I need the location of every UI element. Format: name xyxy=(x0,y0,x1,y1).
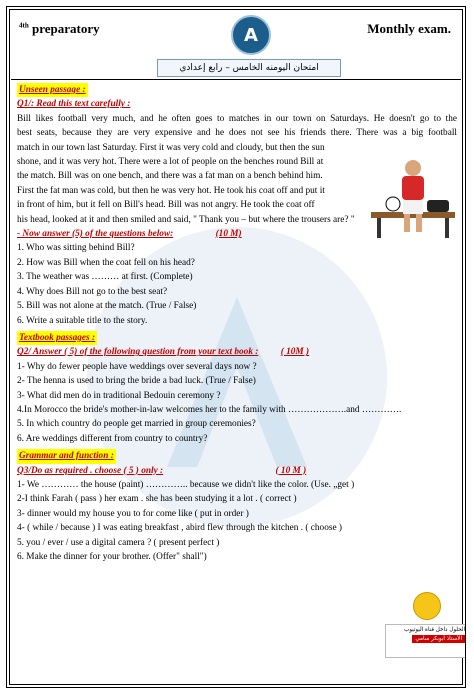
header xyxy=(13,13,459,61)
exam-banner: امتحان اليومنه الخامس – رابع إعدادي xyxy=(157,59,341,77)
passage-line: best seats, because they are very expensive and he does not see his friends there. There was a big football xyxy=(17,128,457,139)
header-divider xyxy=(11,79,461,80)
question-item: 4- ( while / because ) I was eating breakfast , abird flew through the kitchen . ( choose ) xyxy=(17,523,343,534)
thinking-emoji-icon xyxy=(413,592,441,620)
question-item: 3- What did men do in traditional Bedouin ceremony ? xyxy=(17,390,221,401)
question-item: 2- The henna is used to bring the bride a bad luck. (True / False) xyxy=(17,376,256,387)
exam-content xyxy=(17,83,457,564)
textbook-section-title: Textbook passages : xyxy=(17,331,97,345)
grammar-section-title: Grammar and function : xyxy=(17,449,116,463)
passage-line: Bill likes football very much, and he often goes to matches in our town on Saturdays. He doesn't go to the xyxy=(17,113,457,124)
question-item: 1. Who was sitting behind Bill? xyxy=(17,243,135,254)
question-item: 3. The weather was ……… at first. (Complete) xyxy=(17,272,193,283)
promo-line1: الحلول داخل قناة اليوتيوب xyxy=(404,627,465,633)
school-logo-icon: A xyxy=(231,15,271,55)
question-item: 4.In Morocco the bride's mother-in-law welcomes her to the family with ……………….and …………. xyxy=(17,404,402,415)
passage xyxy=(17,112,457,227)
question-item: 1- Why do fewer people have weddings over several days now ? xyxy=(17,361,257,372)
passage-line: the match. Bill was on one bench, and there was a fat man on a bench behind him. xyxy=(17,171,323,182)
q2-heading: Q2/ Answer ( 5) of the following question from your text book : ( 10M ) xyxy=(17,347,310,358)
exam-page xyxy=(6,6,466,688)
question-item: 4. Why does Bill not go to the best seat? xyxy=(17,286,168,297)
question-item: 6. Make the dinner for your brother. (Offer" shall") xyxy=(17,552,207,562)
q1-heading: Q1/: Read this text carefully : xyxy=(17,99,131,110)
question-item: 6. Are weddings different from country to country? xyxy=(17,433,208,444)
question-item: 6. Write a suitable title to the story. xyxy=(17,315,148,326)
question-item: 2. How was Bill when the coat fell on his head? xyxy=(17,257,195,268)
passage-line: shone, and it was very hot. There were a lot of people on the benches round Bill at xyxy=(17,157,324,168)
questions-heading: - Now answer (5) of the questions below: (10 M) xyxy=(17,229,242,240)
question-item: 2-I think Farah ( pass ) her exam . she has been studying it a lot . ( correct ) xyxy=(17,494,297,505)
question-item: 1- We ………… the house (paint) ………….. because we didn't like the color. (Use. „get ) xyxy=(17,479,355,490)
question-item: 5. In which country do people get married in group ceremonies? xyxy=(17,419,256,430)
football-player-photo xyxy=(369,156,457,240)
unseen-section-title: Unseen passage : xyxy=(17,83,88,97)
youtube-promo xyxy=(385,624,466,658)
monthly-exam-label: Monthly exam. xyxy=(367,21,451,36)
grade-label: $^{4th}$ preparatory xyxy=(19,21,100,36)
question-item: 3- dinner would my house you to for come like ( put in order ) xyxy=(17,508,249,519)
question-item: 5. you / ever / use a digital camera ? ( present perfect ) xyxy=(17,537,220,548)
q3-heading: Q3/Do as required . choose ( 5 ) only : ( 10 M ) xyxy=(17,465,307,476)
question-item: 5. Bill was not alone at the match. (True / False) xyxy=(17,301,197,312)
passage-line: match in our town last Saturday. First it was very cold and cloudy, but then the sun xyxy=(17,142,325,153)
passage-line: First the fat man was cold, but then he was very hot. He took his coat off and put it xyxy=(17,185,325,196)
promo-line2: الأستاذ أبوبكر سامي xyxy=(412,635,465,643)
passage-line: his head, looked at it and then smiled and said, " Thank you – but where the trousers are? " xyxy=(17,214,355,225)
passage-line: in front of him, but it fell on Bill's head. Bill was not angry. He took the coat off xyxy=(17,200,315,211)
